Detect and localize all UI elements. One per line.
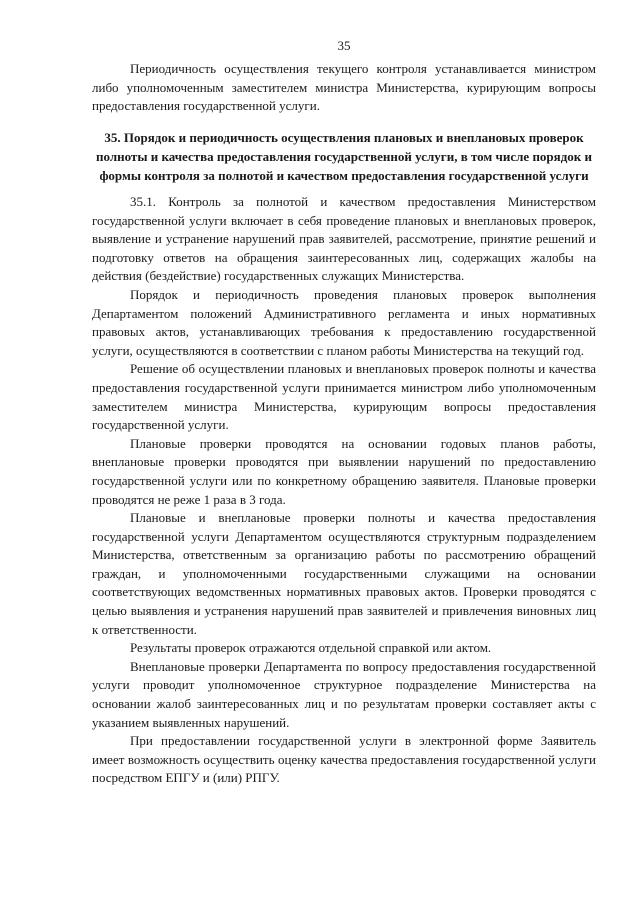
paragraph: Порядок и периодичность проведения плановых проверок выполнения Департаментом положений Административного регламента и иных нормативных правовых актов, устанавливающих требования к предоставлению государственной услуги, осуществляются в соответствии с планом работы Министерства на текущий год. (92, 286, 596, 358)
paragraph: Плановые и внеплановые проверки полноты и качества предоставления государственной услуги Департаментом осуществляются структурным подразделением Министерства, ответственным за организацию работы по рассмотрению обращений граждан, и уполномоченными государственными служащими на основании соответствующих ведомственных нормативных правовых актов. Проверки проводятся с целью выявления и устранения нарушений прав заявителей и привлечения виновных лиц к ответственности. (92, 510, 596, 637)
paragraph: Внеплановые проверки Департамента по вопросу предоставления государственной услуги проводит уполномоченное структурное подразделение Министерства на основании жалоб заинтересованных лиц и по результатам проверки составляет акты с указанием выявленных нарушений. (92, 658, 596, 730)
paragraph: Плановые проверки проводятся на основании годовых планов работы, внеплановые проверки проводятся при выявлении нарушений по предоставлению государственной услуги или по конкретному обращению заявителя. Плановые проверки проводятся не реже 1 раза в 3 года. (92, 435, 596, 507)
paragraph: При предоставлении государственной услуги в электронной форме Заявитель имеет возможность осуществить оценку качества предоставления государственной услуги посредством ЕПГУ и (или) РПГУ. (92, 733, 596, 786)
intro-paragraph: Периодичность осуществления текущего контроля устанавливается министром либо уполномоченным заместителем министра Министерства, курирующим вопросы предоставления государственной услуги. (92, 61, 596, 114)
page-number: 35 (337, 38, 351, 53)
paragraph: 35.1. Контроль за полнотой и качеством предоставления Министерством государственной услуги включает в себя проведение плановых и внеплановых проверок, выявление и устранение нарушений прав заявителей, рассмотрение, принятие решений и подготовку ответов на обращения заинтересованных лиц, содержащих жалобы на действия (бездействие) государственных служащих Министерства. (92, 194, 596, 284)
paragraph: Решение об осуществлении плановых и внеплановых проверок полноты и качества предоставления государственной услуги принимается министром либо уполномоченным заместителем министра Министерства, курирующим вопросы предоставления государственной услуги. (92, 361, 596, 433)
section-heading: 35. Порядок и периодичность осуществления плановых и внеплановых проверок полноты и качества предоставления государственной услуги, в том числе порядок и формы контроля за полнотой и качеством предоставления государственной услуги (96, 130, 592, 183)
paragraph: Результаты проверок отражаются отдельной справкой или актом. (130, 640, 492, 656)
intro-section (92, 60, 596, 116)
section-body (92, 193, 596, 788)
